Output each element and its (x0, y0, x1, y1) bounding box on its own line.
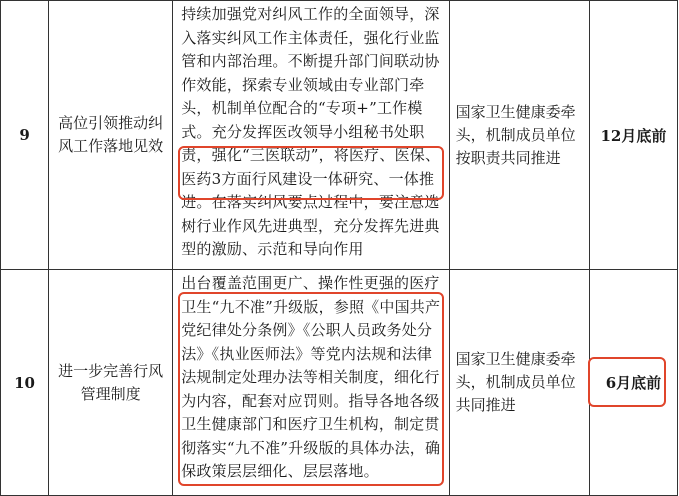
measure-line: 作效能，探索专业领域由专业部门牵 (181, 75, 425, 94)
table-row (1, 270, 678, 496)
unit-line: 按职责共同推进 (455, 148, 561, 167)
table-row (1, 1, 678, 270)
unit-line: 国家卫生健康委牵 (455, 350, 576, 368)
unit-line: 头，机制成员单位 (455, 125, 576, 144)
measure-line: 式。充分发挥医改领导小组秘书处职 (181, 122, 425, 141)
measure-line: 卫生健康部门和医疗卫生机构，制定贯 (181, 415, 440, 433)
measure-line: 进。在落实纠风要点过程中，要注意选 (181, 193, 440, 211)
measure-line: 管和内部治理。不断提升部门间联动协 (181, 52, 440, 70)
deadline-cell (589, 1, 677, 270)
measure-line: 卫生“九不准”升级版，参照《中国共产 (181, 297, 441, 316)
measure-line: 为内容，配套对应罚则。指导各地各级 (181, 391, 440, 410)
responsible-unit (449, 1, 589, 270)
measure-text (173, 1, 449, 270)
row-index: 10 (1, 270, 49, 496)
deadline: 12月底前 (600, 126, 667, 145)
task-title-line: 高位引领推动纠 (58, 114, 164, 132)
deadline-cell (589, 270, 677, 496)
measure-line: 责，强化“三医联动”，将医疗、医保、 (181, 146, 441, 164)
task-title-line: 管理制度 (80, 384, 141, 403)
measure-line: 保政策层层细化、层层落地。 (181, 462, 379, 480)
measure-line: 型的激励、示范和导向作用 (181, 240, 364, 258)
unit-line: 共同推进 (455, 396, 516, 414)
measure-line: 入落实纠风工作主体责任，强化行业监 (181, 28, 440, 47)
measure-line: 法规制定处理办法等相关制度，细化行 (181, 368, 440, 386)
measure-line: 党纪律处分条例》《公职人员政务处分 (181, 321, 433, 339)
measure-line: 持续加强党对纠风工作的全面领导，深 (181, 5, 440, 23)
measure-line: 头，机制单位配合的“专项+”工作模 (181, 99, 423, 117)
measure-line: 树行业作风先进典型，充分发挥先进典 (181, 216, 440, 235)
unit-line: 头，机制成员单位 (455, 373, 576, 391)
measure-text (173, 270, 449, 496)
row-index: 9 (1, 1, 49, 270)
measure-line: 彻落实“九不准”升级版的具体办法，确 (181, 438, 441, 457)
deadline: 6月底前 (605, 374, 662, 392)
task-title-line: 进一步完善行风 (58, 361, 164, 380)
unit-line: 国家卫生健康委牵 (455, 102, 576, 121)
measure-line: 出台覆盖范围更广、操作性更强的医疗 (181, 274, 440, 292)
responsible-unit (449, 270, 589, 496)
task-title-line: 风工作落地见效 (58, 137, 164, 155)
task-title (49, 270, 173, 496)
measure-line: 医药3方面行风建设一体研究、一体推 (181, 169, 435, 188)
measure-line: 法》《执业医师法》等党内法规和法律 (181, 344, 433, 363)
task-title (49, 1, 173, 270)
